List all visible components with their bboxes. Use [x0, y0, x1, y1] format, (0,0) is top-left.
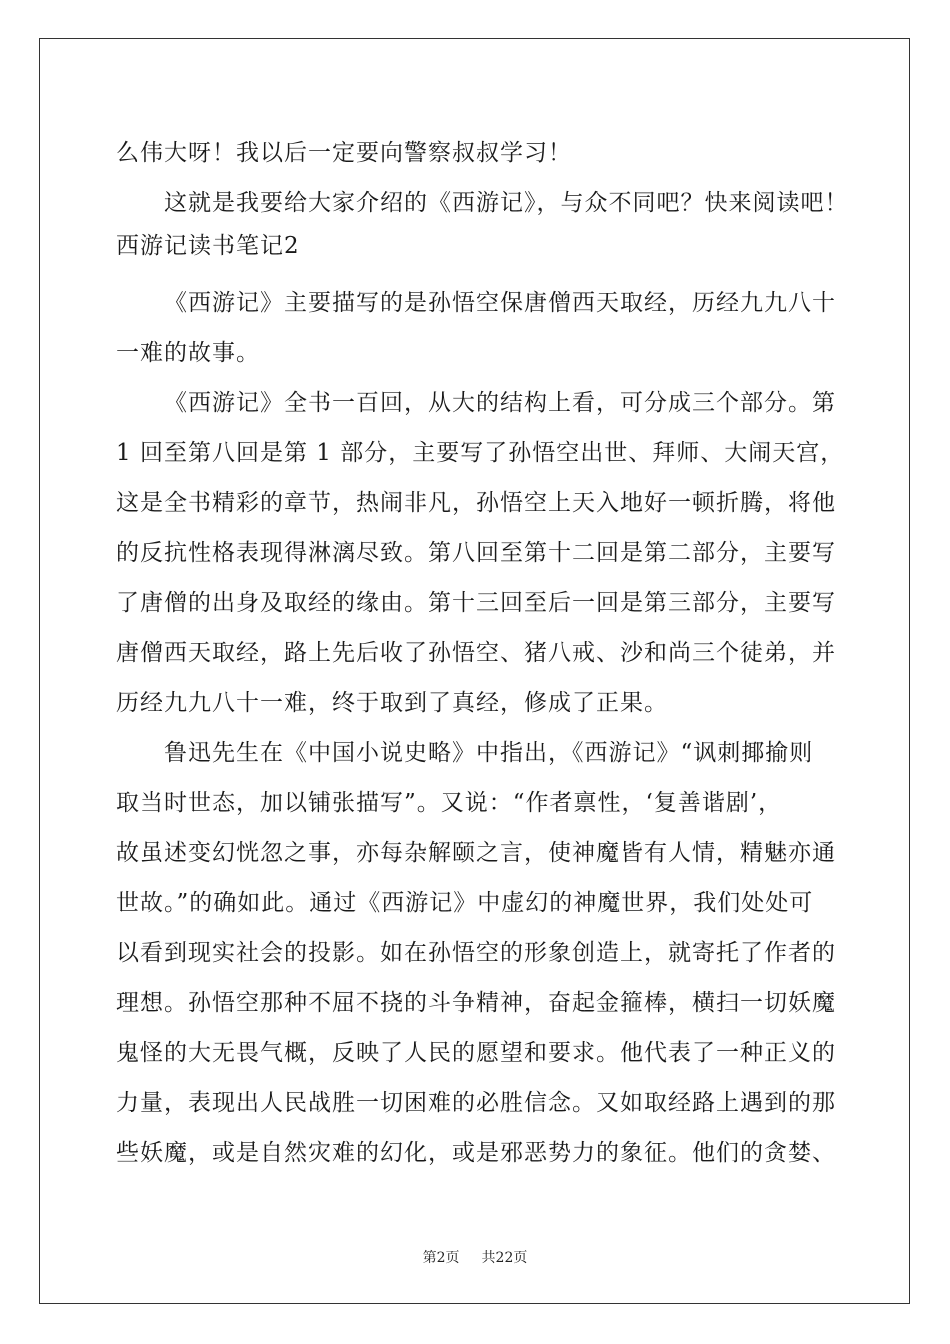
text-line: 1 回至第八回是第 1 部分，主要写了孙悟空出世、拜师、大闹天宫，: [116, 440, 845, 466]
text-line: 鬼怪的大无畏气概，反映了人民的愿望和要求。他代表了一种正义的: [116, 1040, 836, 1066]
page-number: 第2页: [422, 1250, 460, 1266]
text-line: 故虽述变幻恍忽之事，亦每杂解颐之言，使神魔皆有人情，精魅亦通: [116, 840, 836, 866]
text-line: 以看到现实社会的投影。如在孙悟空的形象创造上，就寄托了作者的: [116, 940, 836, 966]
text-line: 唐僧西天取经，路上先后收了孙悟空、猪八戒、沙和尚三个徒弟，并: [116, 640, 836, 666]
text-line: 这是全书精彩的章节，热闹非凡，孙悟空上天入地好一顿折腾，将他: [116, 490, 836, 516]
text-line: 力量，表现出人民战胜一切困难的必胜信念。又如取经路上遇到的那: [116, 1090, 836, 1116]
text-line: 历经九九八十一难，终于取到了真经，修成了正果。: [116, 690, 668, 716]
text-line: 《西游记》全书一百回，从大的结构上看，可分成三个部分。第: [164, 390, 836, 416]
page-footer: [0, 1247, 950, 1267]
text-line: 《西游记》主要描写的是孙悟空保唐僧西天取经，历经九九八十: [164, 290, 836, 316]
text-line: 鲁迅先生在《中国小说史略》中指出，《西游记》“讽刺揶揄则: [164, 740, 814, 766]
text-line: 世故。”的确如此。通过《西游记》中虚幻的神魔世界，我们处处可: [116, 890, 814, 916]
text-line: 了唐僧的出身及取经的缘由。第十三回至后一回是第三部分，主要写: [116, 590, 836, 616]
spacer: [116, 264, 836, 278]
text-line: 些妖魔，或是自然灾难的幻化，或是邪恶势力的象征。他们的贪婪、: [116, 1140, 836, 1166]
text-line: 一难的故事。: [116, 340, 260, 366]
document-body: [116, 128, 849, 1178]
text-line: 取当时世态，加以铺张描写”。又说：“作者禀性，‘复善谐剧’，: [116, 790, 783, 816]
page-total: 共22页: [481, 1250, 528, 1266]
text-line: 理想。孙悟空那种不屈不挠的斗争精神，奋起金箍棒，横扫一切妖魔: [116, 990, 836, 1016]
text-line: 么伟大呀！我以后一定要向警察叔叔学习！: [116, 140, 572, 166]
text-line: 这就是我要给大家介绍的《西游记》，与众不同吧？快来阅读吧！: [164, 190, 849, 216]
section-heading: 西游记读书笔记2: [116, 233, 300, 259]
text-line: 的反抗性格表现得淋漓尽致。第八回至第十二回是第二部分，主要写: [116, 540, 836, 566]
